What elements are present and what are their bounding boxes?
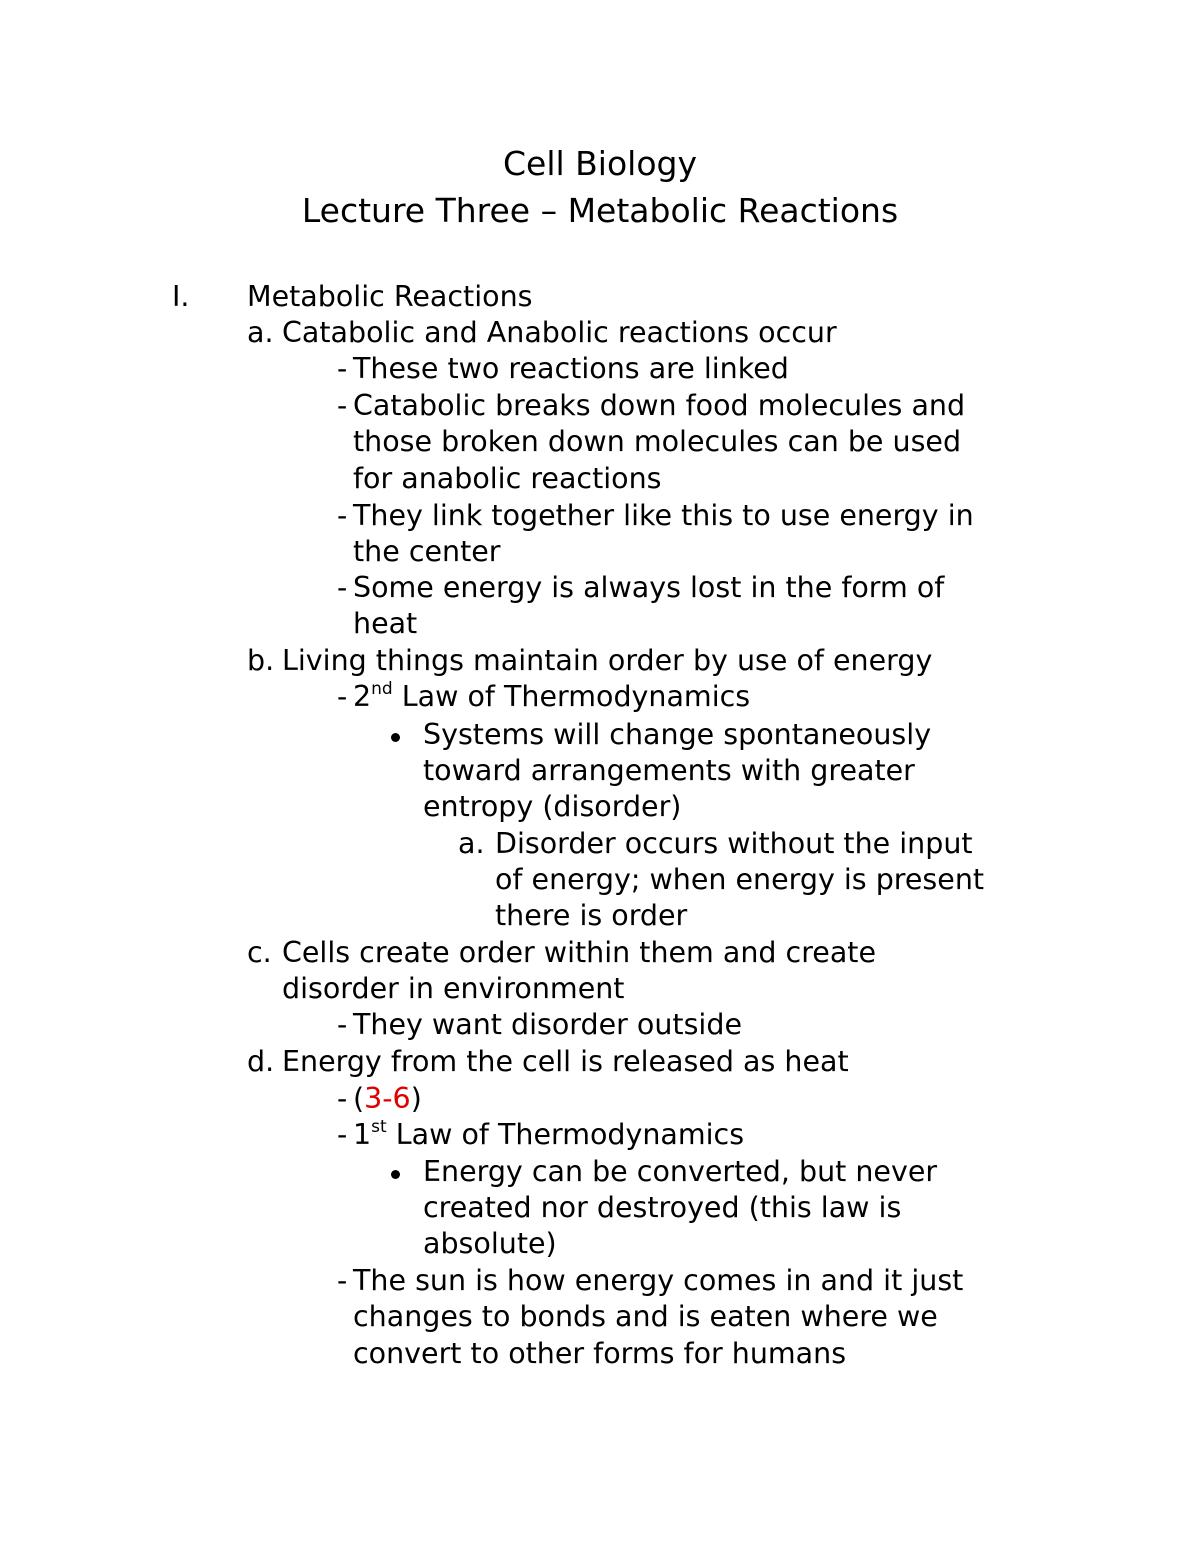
- bullet-icon: [391, 733, 400, 742]
- law-title: Law of Thermodynamics: [386, 1118, 745, 1151]
- slide-reference: [353, 1081, 422, 1117]
- bullet-item-continued: created nor destroyed (this law is: [423, 1191, 902, 1224]
- section-heading: Metabolic Reactions: [247, 280, 533, 313]
- list-item-continued: for anabolic reactions: [353, 462, 662, 495]
- item-b-marker: b.: [247, 644, 275, 677]
- list-item: They want disorder outside: [353, 1008, 742, 1041]
- list-item: These two reactions are linked: [353, 352, 789, 385]
- dash-marker: -: [337, 389, 348, 422]
- item-b-text: Living things maintain order by use of energy: [282, 644, 933, 677]
- sub-item-text: Disorder occurs without the input: [495, 827, 973, 860]
- item-c-text: Cells create order within them and create: [282, 936, 877, 969]
- bullet-item-continued: entropy (disorder): [423, 790, 682, 823]
- reference-value: 3-6: [364, 1082, 411, 1115]
- dash-marker: -: [337, 1264, 348, 1297]
- dash-marker: -: [337, 1008, 348, 1041]
- bullet-item: Energy can be converted, but never: [423, 1155, 938, 1188]
- bullet-item: Systems will change spontaneously: [423, 718, 932, 751]
- section-marker: I.: [172, 280, 190, 313]
- document-subtitle: Lecture Three – Metabolic Reactions: [301, 191, 899, 230]
- second-law-heading: [353, 679, 750, 715]
- list-item: Some energy is always lost in the form of: [353, 571, 945, 604]
- law-title: Law of Thermodynamics: [392, 680, 751, 713]
- item-c-marker: c.: [247, 936, 272, 969]
- item-d-text: Energy from the cell is released as heat: [282, 1045, 849, 1078]
- sub-item-continued: of energy; when energy is present: [495, 863, 985, 896]
- item-a-text: Catabolic and Anabolic reactions occur: [282, 316, 837, 349]
- list-item-continued: convert to other forms for humans: [353, 1337, 847, 1370]
- list-item: The sun is how energy comes in and it just: [353, 1264, 964, 1297]
- list-item-continued: the center: [353, 535, 501, 568]
- list-item-continued: heat: [353, 607, 418, 640]
- law-number: 2: [353, 680, 372, 713]
- list-item: They link together like this to use energy in: [353, 499, 974, 532]
- list-item-continued: those broken down molecules can be used: [353, 425, 962, 458]
- law-ordinal-suffix: st: [371, 1117, 387, 1137]
- sub-item-marker: a.: [458, 827, 485, 860]
- dash-marker: -: [337, 680, 348, 713]
- dash-marker: -: [337, 352, 348, 385]
- law-number: 1: [353, 1118, 372, 1151]
- dash-marker: -: [337, 571, 348, 604]
- bullet-item-continued: absolute): [423, 1227, 557, 1260]
- dash-marker: -: [337, 1118, 348, 1151]
- dash-marker: -: [337, 1082, 348, 1115]
- law-ordinal-suffix: nd: [371, 679, 393, 699]
- item-d-marker: d.: [247, 1045, 275, 1078]
- dash-marker: -: [337, 499, 348, 532]
- bullet-item-continued: toward arrangements with greater: [423, 754, 915, 787]
- reference-close-paren: ): [410, 1082, 422, 1115]
- document-title: Cell Biology: [502, 144, 697, 183]
- sub-item-continued: there is order: [495, 899, 688, 932]
- first-law-heading: [353, 1117, 744, 1153]
- list-item: Catabolic breaks down food molecules and: [353, 389, 966, 422]
- item-a-marker: a.: [247, 316, 274, 349]
- list-item-continued: changes to bonds and is eaten where we: [353, 1300, 938, 1333]
- item-c-continued: disorder in environment: [282, 972, 625, 1005]
- bullet-icon: [391, 1170, 400, 1179]
- reference-open-paren: (: [353, 1082, 365, 1115]
